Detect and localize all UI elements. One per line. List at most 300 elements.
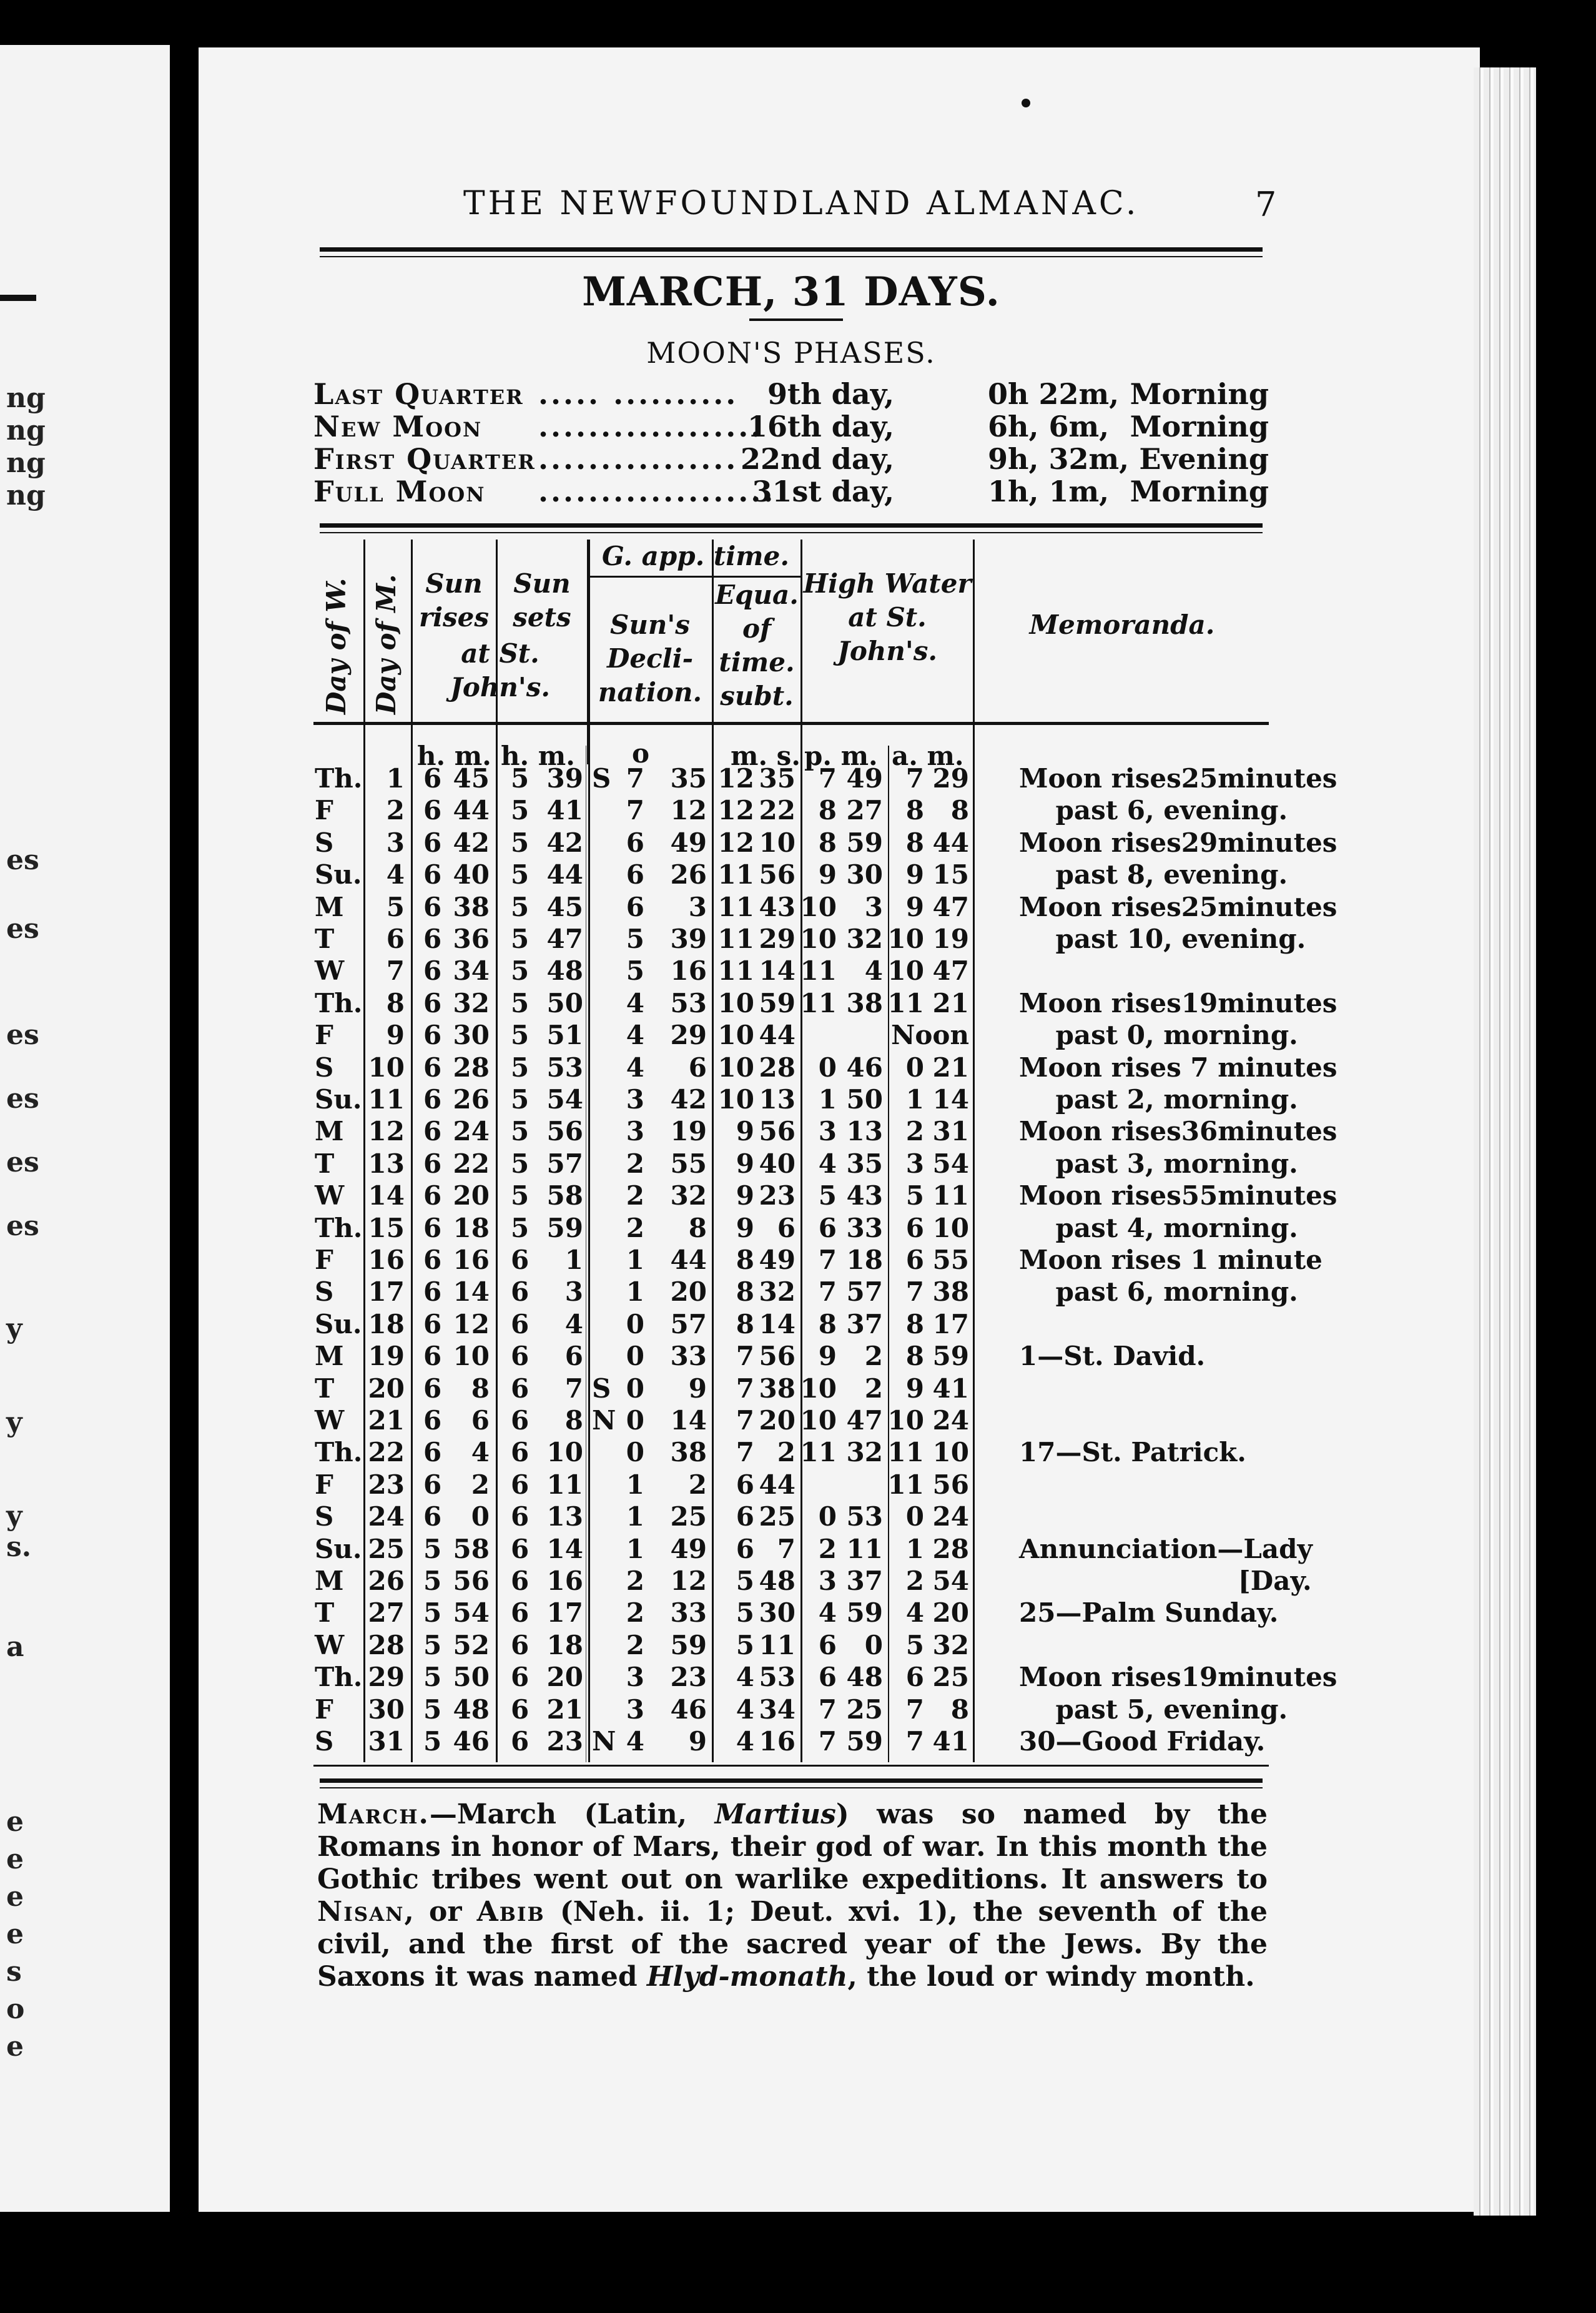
cell-set-m: 14: [546, 1533, 583, 1564]
cell-rise-h: 6: [423, 1116, 442, 1147]
cell-rise-m: 22: [453, 1148, 490, 1179]
cell-eq-s: 7: [777, 1533, 796, 1564]
cell-eq-s: 53: [759, 1662, 796, 1693]
cell-eq-s: 30: [759, 1597, 796, 1629]
cell-eq-m: 12: [717, 827, 754, 858]
memoranda-entry: past 6, morning.: [1019, 1276, 1298, 1308]
cell-decl-deg: 4: [626, 987, 644, 1018]
cell-eq-s: 44: [759, 1469, 796, 1500]
cell-am-m: 54: [932, 1566, 969, 1596]
phase-row: [313, 475, 1269, 507]
header-sun-sets: Sun sets: [513, 568, 571, 633]
cell-am-h: 5: [905, 1180, 924, 1211]
unit-hm-sets: h. m.: [501, 741, 575, 771]
cell-day-of-month: 16: [368, 1245, 405, 1275]
cell-pm-h: 8: [818, 1308, 837, 1339]
phase-time: Morning: [1130, 475, 1269, 508]
cell-set-h: 5: [511, 795, 530, 826]
cell-pm-m: 38: [846, 987, 883, 1018]
cell-set-m: 58: [546, 1180, 583, 1211]
cell-rise-m: 36: [453, 924, 490, 954]
cell-eq-s: 6: [777, 1212, 796, 1243]
cell-am-m: 29: [932, 763, 969, 794]
cell-rise-h: 5: [423, 1726, 442, 1757]
cell-rise-m: 24: [453, 1116, 490, 1147]
cell-rise-h: 6: [423, 1148, 442, 1179]
cell-set-m: 57: [546, 1148, 583, 1179]
cell-am-m: 15: [932, 859, 969, 890]
cell-eq-s: 49: [759, 1245, 796, 1275]
cell-eq-m: 5: [736, 1597, 754, 1629]
cell-set-h: 6: [511, 1726, 530, 1757]
left-page-fragment: ng: [6, 480, 46, 511]
cell-decl-dir: S: [592, 763, 611, 794]
cell-am-m: 31: [932, 1116, 969, 1147]
cell-am-h: 9: [905, 891, 924, 922]
cell-decl-min: 38: [670, 1437, 707, 1468]
cell-set-m: 48: [546, 955, 583, 987]
left-page-fragment: y: [6, 1406, 22, 1438]
cell-eq-s: 35: [759, 763, 796, 794]
cell-rise-h: 6: [423, 1437, 442, 1468]
month-notes: [317, 1798, 1268, 1993]
cell-am-m: 14: [932, 1084, 969, 1115]
cell-day-of-month: 13: [368, 1148, 405, 1179]
cell-day-of-week: Th.: [315, 1212, 363, 1243]
cell-rise-m: 18: [453, 1212, 490, 1243]
header-memoranda: Memoranda.: [1029, 609, 1215, 640]
cell-eq-s: 28: [759, 1052, 796, 1083]
cell-am-m: 44: [932, 827, 969, 858]
cell-day-of-month: 31: [368, 1726, 405, 1757]
cell-rise-m: 38: [453, 891, 490, 922]
cell-pm-h: 11: [800, 987, 837, 1018]
cell-rise-h: 6: [423, 859, 442, 890]
cell-pm-h: 7: [818, 1245, 837, 1275]
cell-eq-s: 29: [759, 924, 796, 954]
cell-pm-h: 1: [818, 1084, 837, 1115]
cell-eq-s: 48: [759, 1566, 796, 1596]
cell-am-m: 19: [932, 924, 969, 954]
unit-am: a. m.: [892, 741, 964, 771]
cell-pm-m: 53: [846, 1501, 883, 1532]
cell-rise-m: 8: [471, 1373, 490, 1404]
cell-day-of-week: S: [315, 827, 334, 858]
cell-pm-m: 59: [846, 1726, 883, 1757]
cell-eq-s: 16: [759, 1726, 796, 1757]
cell-day-of-month: 20: [368, 1373, 405, 1404]
cell-eq-m: 4: [736, 1662, 754, 1693]
cell-decl-min: 23: [670, 1662, 707, 1693]
cell-day-of-week: Th.: [315, 987, 363, 1018]
cell-set-m: 18: [546, 1629, 583, 1660]
cell-set-m: 21: [546, 1694, 583, 1725]
cell-rise-h: 5: [423, 1597, 442, 1629]
notes-nisan: Nisan: [317, 1896, 405, 1928]
cell-rise-h: 6: [423, 1212, 442, 1243]
phase-hour: 6h, 6m,: [988, 410, 1110, 443]
left-page-fragment: e: [6, 1918, 24, 1950]
cell-pm-h: 0: [818, 1501, 837, 1532]
cell-day-of-week: T: [315, 1148, 335, 1179]
cell-set-h: 6: [511, 1662, 530, 1693]
cell-decl-min: 16: [670, 955, 707, 987]
memoranda-entry: 30—Good Friday.: [1019, 1726, 1266, 1757]
table-row: [313, 1405, 1269, 1437]
memoranda-entry: 1—St. David.: [1019, 1341, 1206, 1372]
cell-decl-min: 35: [670, 763, 707, 794]
cell-decl-min: 49: [670, 827, 707, 858]
cell-rise-m: 44: [453, 795, 490, 826]
cell-rise-h: 6: [423, 1373, 442, 1404]
notes-latin: Martius: [714, 1798, 836, 1830]
cell-pm-m: 43: [846, 1180, 883, 1211]
table-bottom-rule: [313, 1765, 1269, 1767]
cell-rise-h: 6: [423, 1052, 442, 1083]
cell-rise-h: 6: [423, 1245, 442, 1275]
phase-leader: ...................: [538, 475, 776, 508]
cell-set-m: 56: [546, 1116, 583, 1147]
cell-rise-m: 32: [453, 987, 490, 1018]
cell-pm-m: 2: [864, 1341, 883, 1372]
page-number: 7: [1255, 185, 1277, 224]
notes-text-4: (Neh. ii. 1; Deut. xvi. 1), the seventh of the civil, and the first of the sacred year of the Jews. By the Saxons it was named: [317, 1896, 1268, 1993]
cell-day-of-week: Su.: [315, 859, 362, 890]
notes-rule: [320, 1778, 1263, 1788]
phase-name: Full Moon: [313, 475, 486, 508]
cell-rise-m: 0: [471, 1501, 490, 1532]
memoranda-entry: past 10, evening.: [1019, 924, 1306, 954]
cell-eq-s: 43: [759, 891, 796, 922]
cell-day-of-month: 27: [368, 1597, 405, 1629]
cell-day-of-week: F: [315, 1245, 333, 1275]
cell-eq-m: 4: [736, 1694, 754, 1725]
cell-am-h: 7: [905, 1726, 924, 1757]
cell-day-of-week: W: [315, 1405, 345, 1436]
cell-am-h: 4: [905, 1597, 924, 1629]
cell-decl-min: 19: [670, 1116, 707, 1147]
cell-set-h: 6: [511, 1597, 530, 1629]
cell-decl-deg: 1: [626, 1501, 644, 1532]
cell-pm-m: 3: [864, 891, 883, 922]
cell-decl-min: 14: [670, 1405, 707, 1436]
notes-text-5: , the loud or windy month.: [847, 1961, 1255, 1993]
memoranda-entry: 17—St. Patrick.: [1019, 1437, 1246, 1468]
cell-set-h: 6: [511, 1276, 530, 1308]
cell-am-m: 41: [932, 1373, 969, 1404]
cell-set-m: 53: [546, 1052, 583, 1083]
cell-day-of-month: 11: [368, 1084, 405, 1115]
left-page-fragment: es: [6, 1083, 39, 1115]
cell-eq-s: 23: [759, 1180, 796, 1211]
cell-am-h: 10: [887, 955, 924, 987]
cell-eq-s: 44: [759, 1020, 796, 1051]
memoranda-entry: past 4, morning.: [1019, 1212, 1298, 1243]
table-row: [313, 1373, 1269, 1405]
cell-am-m: 54: [932, 1148, 969, 1179]
cell-day-of-month: 23: [368, 1469, 405, 1500]
cell-pm-m: 33: [846, 1212, 883, 1243]
left-page-fragment: ng: [6, 447, 46, 479]
cell-day-of-month: 17: [368, 1276, 405, 1308]
cell-am-m: 8: [950, 1694, 969, 1725]
cell-rise-m: 48: [453, 1694, 490, 1725]
cell-set-h: 5: [511, 1020, 530, 1051]
cell-decl-min: 3: [688, 891, 707, 922]
page-stack-edge: [1474, 67, 1536, 2216]
cell-am-m: 55: [932, 1245, 969, 1275]
cell-set-h: 5: [511, 1180, 530, 1211]
cell-rise-h: 6: [423, 891, 442, 922]
memoranda-entry: Moon rises25minutes: [1019, 891, 1337, 922]
cell-rise-h: 5: [423, 1662, 442, 1693]
cell-pm-h: 4: [818, 1148, 837, 1179]
table-row: [313, 1309, 1269, 1341]
cell-pm-h: 10: [800, 924, 837, 954]
phase-row: [313, 410, 1269, 442]
cell-rise-h: 6: [423, 1276, 442, 1308]
memoranda-entry: 25—Palm Sunday.: [1019, 1597, 1279, 1629]
cell-eq-m: 7: [736, 1405, 754, 1436]
cell-rise-h: 6: [423, 955, 442, 987]
cell-decl-min: 33: [670, 1597, 707, 1629]
cell-rise-m: 52: [453, 1629, 490, 1660]
cell-day-of-month: 25: [368, 1533, 405, 1564]
cell-day-of-month: 4: [386, 859, 405, 890]
cell-am-h: 7: [905, 1276, 924, 1308]
cell-set-m: 50: [546, 987, 583, 1018]
cell-set-h: 6: [511, 1533, 530, 1564]
memoranda-entry: Moon rises 7 minutes: [1019, 1052, 1337, 1083]
cell-am-m: 47: [932, 955, 969, 987]
memoranda-entry: past 8, evening.: [1019, 859, 1288, 890]
cell-eq-s: 10: [759, 827, 796, 858]
cell-day-of-week: F: [315, 1694, 333, 1725]
cell-am-h: 11: [887, 987, 924, 1018]
cell-am-h: 5: [905, 1629, 924, 1660]
unit-hm-rises: h. m.: [417, 741, 491, 771]
month-title: MARCH, 31 DAYS.: [582, 269, 1000, 315]
notes-abib: Abib: [476, 1896, 545, 1928]
cell-am-m: 11: [932, 1180, 969, 1211]
cell-set-m: 8: [564, 1405, 583, 1436]
cell-decl-min: 2: [688, 1469, 707, 1500]
cell-set-h: 5: [511, 1116, 530, 1147]
cell-pm-h: 7: [818, 763, 837, 794]
cell-pm-m: 2: [864, 1373, 883, 1404]
phase-time: Morning: [1130, 377, 1269, 411]
left-page-rule: [0, 295, 36, 301]
header-declination: Sun's Decli- nation.: [598, 609, 702, 708]
cell-eq-m: 8: [736, 1276, 754, 1308]
cell-rise-m: 40: [453, 859, 490, 890]
cell-day-of-month: 24: [368, 1501, 405, 1532]
cell-eq-s: 56: [759, 1341, 796, 1372]
left-page-fragment: e: [6, 1843, 24, 1875]
phase-day: 9th day,: [767, 377, 894, 411]
cell-set-m: 45: [546, 891, 583, 922]
cell-day-of-week: Th.: [315, 1662, 363, 1693]
phase-name: First Quarter: [313, 442, 536, 476]
cell-decl-min: 8: [688, 1212, 707, 1243]
header-rule: [320, 247, 1263, 257]
cell-pm-m: 30: [846, 859, 883, 890]
cell-day-of-week: W: [315, 1629, 345, 1660]
cell-day-of-week: Su.: [315, 1308, 362, 1339]
cell-day-of-week: S: [315, 1276, 334, 1308]
cell-rise-h: 6: [423, 795, 442, 826]
cell-am-m: 21: [932, 987, 969, 1018]
cell-decl-deg: 4: [626, 1726, 644, 1757]
table-row: [313, 1501, 1269, 1533]
cell-set-h: 5: [511, 763, 530, 794]
cell-set-m: 47: [546, 924, 583, 954]
left-page-fragment: e: [6, 1881, 24, 1913]
cell-set-m: 42: [546, 827, 583, 858]
cell-set-h: 5: [511, 859, 530, 890]
phase-row: [313, 377, 1269, 410]
cell-decl-min: 49: [670, 1533, 707, 1564]
cell-set-h: 5: [511, 1212, 530, 1243]
notes-saxon-name: Hlyd-monath: [646, 1961, 848, 1993]
cell-day-of-week: M: [315, 891, 344, 922]
left-page-fragment: es: [6, 844, 39, 876]
cell-pm-m: 57: [846, 1276, 883, 1308]
cell-day-of-month: 21: [368, 1405, 405, 1436]
header-rule-gapp: [588, 576, 800, 578]
cell-eq-m: 6: [736, 1501, 754, 1532]
cell-decl-min: 33: [670, 1341, 707, 1372]
cell-am-h: 2: [905, 1566, 924, 1596]
header-at-st-johns: at St. John's.: [450, 638, 551, 703]
cell-am-m: 24: [932, 1405, 969, 1436]
cell-day-of-month: 29: [368, 1662, 405, 1693]
cell-day-of-week: T: [315, 1373, 335, 1404]
cell-am-m: 10: [932, 1437, 969, 1468]
cell-am-m: 32: [932, 1629, 969, 1660]
cell-pm-m: 13: [846, 1116, 883, 1147]
running-title: THE NEWFOUNDLAND ALMANAC.: [463, 185, 1140, 222]
cell-set-h: 5: [511, 891, 530, 922]
cell-eq-s: 59: [759, 987, 796, 1018]
cell-set-m: 20: [546, 1662, 583, 1693]
cell-pm-h: 6: [818, 1212, 837, 1243]
cell-decl-deg: 2: [626, 1148, 644, 1179]
cell-pm-m: 48: [846, 1662, 883, 1693]
cell-eq-m: 5: [736, 1629, 754, 1660]
cell-eq-s: 14: [759, 955, 796, 987]
cell-set-h: 6: [511, 1341, 530, 1372]
cell-am-h: 8: [905, 795, 924, 826]
cell-pm-h: 8: [818, 795, 837, 826]
cell-set-m: 7: [564, 1373, 583, 1404]
cell-pm-h: 6: [818, 1662, 837, 1693]
cell-eq-s: 14: [759, 1308, 796, 1339]
cell-pm-m: 18: [846, 1245, 883, 1275]
cell-eq-m: 11: [717, 955, 754, 987]
cell-day-of-week: M: [315, 1116, 344, 1147]
cell-eq-m: 12: [717, 763, 754, 794]
cell-eq-s: 40: [759, 1148, 796, 1179]
cell-rise-m: 10: [453, 1341, 490, 1372]
cell-day-of-week: F: [315, 1020, 333, 1051]
cell-pm-m: 32: [846, 1437, 883, 1468]
header-high-water: High Water at St. John's.: [803, 568, 972, 666]
cell-day-of-week: T: [315, 1597, 335, 1629]
left-page-fragment: ng: [6, 382, 46, 414]
cell-decl-min: 25: [670, 1501, 707, 1532]
cell-eq-m: 9: [736, 1180, 754, 1211]
phase-name: New Moon: [313, 410, 483, 443]
cell-set-h: 6: [511, 1694, 530, 1725]
cell-pm-m: 0: [864, 1629, 883, 1660]
cell-day-of-week: Th.: [315, 1437, 363, 1468]
left-page-fragment: es: [6, 1019, 39, 1051]
phases-rule: [320, 523, 1263, 533]
cell-decl-deg: 4: [626, 1052, 644, 1083]
cell-am-h: 1: [905, 1084, 924, 1115]
cell-day-of-month: 10: [368, 1052, 405, 1083]
cell-day-of-month: 9: [386, 1020, 405, 1051]
table-row: [313, 1469, 1269, 1501]
cell-pm-m: 27: [846, 795, 883, 826]
cell-am-h: 6: [905, 1662, 924, 1693]
table-row: [313, 1630, 1269, 1662]
cell-pm-m: 59: [846, 827, 883, 858]
cell-eq-m: 5: [736, 1566, 754, 1596]
cell-pm-m: 11: [846, 1533, 883, 1564]
cell-eq-s: 20: [759, 1405, 796, 1436]
table-row: [313, 955, 1269, 987]
cell-decl-deg: 5: [626, 924, 644, 954]
left-page-fragment: e: [6, 1806, 24, 1838]
cell-am-m: 41: [932, 1726, 969, 1757]
cell-pm-h: 7: [818, 1276, 837, 1308]
cell-pm-h: 9: [818, 1341, 837, 1372]
cell-rise-h: 6: [423, 827, 442, 858]
cell-set-h: 5: [511, 955, 530, 987]
cell-eq-s: 34: [759, 1694, 796, 1725]
left-page-fragment: es: [6, 1147, 39, 1178]
cell-day-of-month: 6: [386, 924, 405, 954]
memoranda-entry: past 5, evening.: [1019, 1694, 1288, 1725]
cell-day-of-week: F: [315, 795, 333, 826]
cell-day-of-week: F: [315, 1469, 333, 1500]
cell-am-m: 21: [932, 1052, 969, 1083]
cell-pm-m: 46: [846, 1052, 883, 1083]
cell-decl-min: 42: [670, 1084, 707, 1115]
memoranda-entry: Moon rises55minutes: [1019, 1180, 1337, 1211]
cell-eq-s: 2: [777, 1437, 796, 1468]
cell-set-h: 6: [511, 1245, 530, 1275]
cell-decl-min: 44: [670, 1245, 707, 1275]
header-bottom-rule: [313, 722, 1269, 725]
cell-day-of-month: 19: [368, 1341, 405, 1372]
cell-decl-min: 53: [670, 987, 707, 1018]
cell-set-m: 59: [546, 1212, 583, 1243]
phase-day: 22nd day,: [741, 442, 894, 476]
cell-am-h: 8: [905, 1308, 924, 1339]
cell-decl-deg: 7: [626, 763, 644, 794]
cell-decl-min: 26: [670, 859, 707, 890]
left-page-fragment: e: [6, 2031, 24, 2063]
cell-set-h: 5: [511, 1052, 530, 1083]
cell-pm-h: 3: [818, 1566, 837, 1596]
cell-set-m: 44: [546, 859, 583, 890]
cell-set-h: 5: [511, 1148, 530, 1179]
cell-eq-m: 8: [736, 1245, 754, 1275]
cell-pm-h: 8: [818, 827, 837, 858]
